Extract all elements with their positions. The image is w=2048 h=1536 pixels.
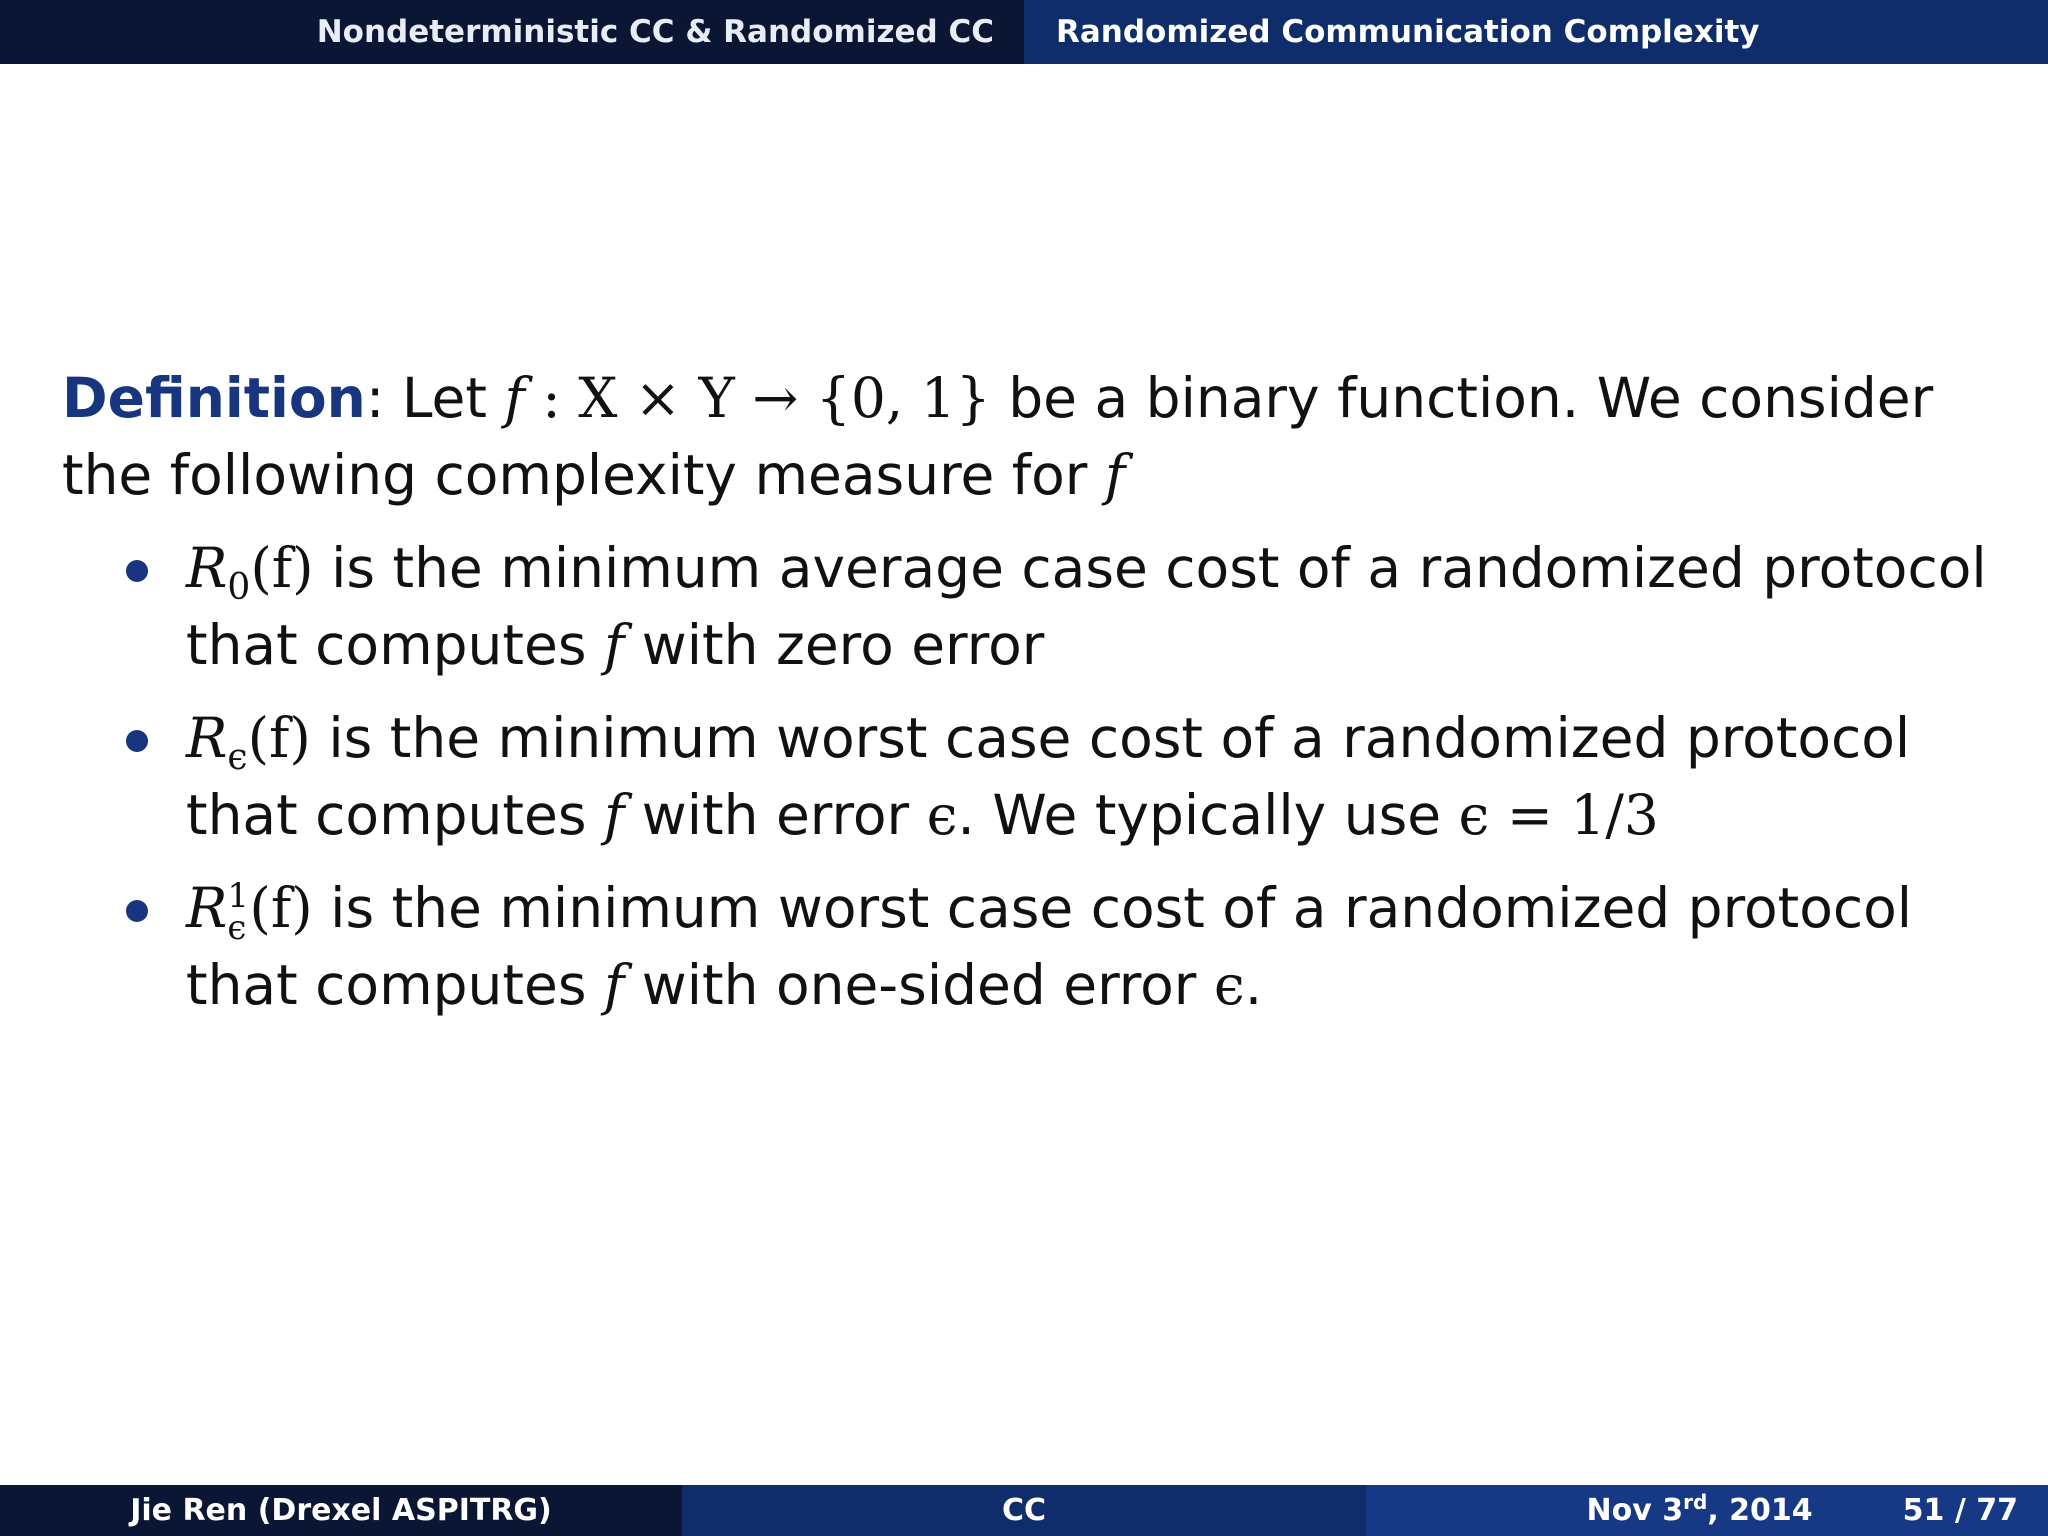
math-f: f (603, 613, 625, 677)
math-f-end: f (1104, 443, 1126, 507)
list-item-text: with zero error (624, 613, 1045, 677)
footer-title: CC (682, 1485, 1366, 1536)
list-item-text: is the minimum average case cost of a randomized protocol that computes (186, 536, 1987, 677)
math-f: f (603, 783, 625, 847)
list-item-r1eps (62, 870, 1992, 1024)
footer-author: Jie Ren (Drexel ASPITRG) (0, 1485, 682, 1536)
math-epsilon-equation: ϵ = 1/3 (1458, 783, 1659, 847)
list-item-text: . We typically use (957, 783, 1459, 847)
header-subsection-title[interactable]: Randomized Communication Complexity (1024, 0, 2048, 64)
math-reps: $R_\epsilon(f)$ (186, 706, 311, 778)
list-item-text: . (1244, 953, 1263, 1017)
list-item-text: is the minimum worst case cost of a randomized protocol that computes (186, 706, 1911, 847)
measure-list (62, 530, 1992, 1024)
definition-colon: : (365, 366, 385, 430)
list-item-text: with error (624, 783, 927, 847)
footer-page-number: 51 / 77 (1902, 1493, 2018, 1528)
math-epsilon: ϵ (926, 783, 958, 847)
bullet-dot-icon (126, 900, 148, 922)
footer-right (1366, 1485, 2048, 1536)
math-r0: $R_0(f)$ (186, 536, 314, 608)
footer-date: Nov 3rd, 2014 (1586, 1490, 1813, 1528)
slide-footer (0, 1485, 2048, 1536)
bullet-dot-icon (126, 730, 148, 752)
definition-text-after: be a binary function. We consider the following complexity measure for (62, 366, 1934, 507)
math-domain: : X × Y → {0, 1} (524, 366, 991, 430)
bullet-dot-icon (126, 560, 148, 582)
math-f: f (504, 366, 525, 430)
list-item-text: with one-sided error (624, 953, 1214, 1017)
header-section-title[interactable]: Nondeterministic CC & Randomized CC (0, 0, 1024, 64)
list-item-r0 (62, 530, 1992, 684)
list-item-text: is the minimum worst case cost of a randomized protocol that computes (186, 876, 1913, 1017)
slide-body (62, 360, 1992, 1040)
list-item-reps (62, 700, 1992, 854)
math-r1eps: R 1 ϵ (f) (186, 876, 313, 948)
slide-header (0, 0, 2048, 64)
definition-label: Definition (62, 366, 366, 430)
definition-paragraph (62, 360, 1992, 514)
definition-text-before: Let (384, 366, 505, 430)
math-epsilon: ϵ (1213, 953, 1245, 1017)
math-f: f (603, 953, 625, 1017)
